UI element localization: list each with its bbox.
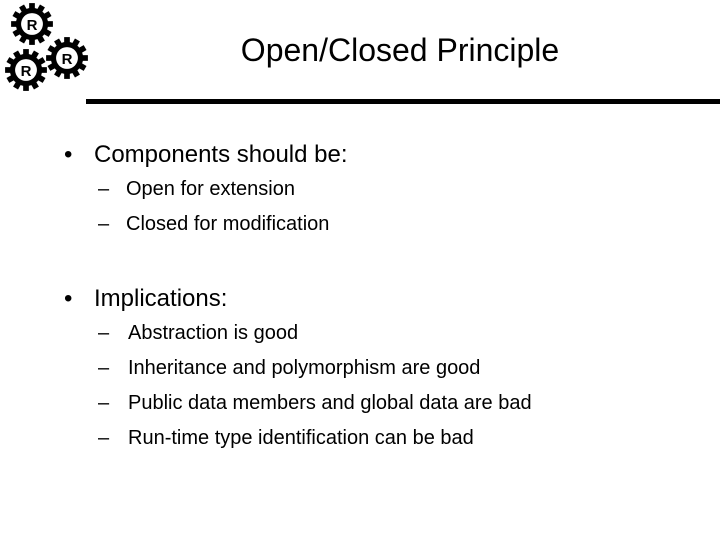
gear-icon <box>46 37 88 79</box>
sub-item <box>98 176 295 202</box>
dash-marker: – <box>98 178 110 200</box>
dash-marker: – <box>98 322 110 344</box>
dash-marker: – <box>98 357 110 379</box>
sub-item-text: Open for extension <box>126 178 295 200</box>
slide-title: Open/Closed Principle <box>240 32 560 68</box>
gear-letter: R <box>61 51 73 68</box>
sub-item-text: Inheritance and polymorphism are good <box>128 357 481 379</box>
gear-icon <box>5 49 47 91</box>
dash-marker: – <box>98 392 110 414</box>
sub-item <box>98 355 480 381</box>
bullet-implications <box>64 284 227 314</box>
gear-icon <box>11 3 53 45</box>
bullet-heading: Implications: <box>94 285 228 312</box>
bullet-heading: Components should be: <box>94 141 348 168</box>
sub-item <box>98 390 532 416</box>
sub-item-text: Closed for modification <box>126 213 330 235</box>
bullet-marker: • <box>64 141 73 168</box>
bullet-components <box>64 140 348 170</box>
gears-logo <box>0 0 100 100</box>
sub-item-text: Abstraction is good <box>128 322 299 344</box>
sub-item <box>98 425 474 451</box>
bullet-marker: • <box>64 285 73 312</box>
gear-letter: R <box>20 63 32 80</box>
gear-letter: R <box>26 17 38 34</box>
sub-item-text: Public data members and global data are bad <box>128 392 532 414</box>
dash-marker: – <box>98 427 110 449</box>
dash-marker: – <box>98 213 110 235</box>
title-divider <box>86 99 720 104</box>
sub-item <box>98 320 298 346</box>
sub-item-text: Run-time type identification can be bad <box>128 427 474 449</box>
sub-item <box>98 211 329 237</box>
